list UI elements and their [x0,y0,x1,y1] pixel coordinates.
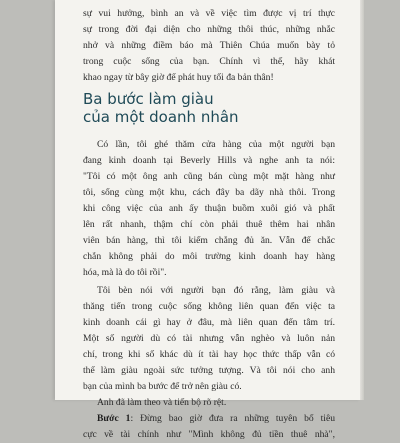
para2-line-1: Tôi bèn nói với người bạn đó rằng, làm giàu và [97,285,335,296]
step1-line-1-text: : Đừng bao giờ đưa ra những tuyên bố tiêu [130,413,336,424]
para1-line-6: lên rất nhanh, thậm chí còn phải thuê thêm hai nhân [83,219,335,230]
intro-line-3: nhở và những điềm báo mà Thiên Chúa muốn bày tỏ [83,40,335,51]
para2-line-2: thăng tiến trong cuộc sống không liên quan đến việc ta [83,301,335,312]
para1-line-4: tôi, sống cùng một khu, cách đây ba dãy nhà thôi. Trong [83,187,335,198]
para1-line-8: chắn không phải do môi trường kinh doanh hay hàng [83,251,335,262]
para2-line-4: Một số người dù có tài nhưng vẫn nghèo và luôn nản [83,333,335,344]
para2-line-7: bạn của mình ba bước để trở nên giàu có. [83,381,242,392]
para2-line-3: kinh doanh cái gì hay ở đâu, mà liên quan đến tâm trí. [83,317,335,328]
para1-line-2: đang kinh doanh tại Beverly Hills và nghe anh ta nói: [83,155,335,166]
step1-label: Bước 1 [97,413,131,424]
paragraph-1 [83,137,335,281]
section-heading [83,90,335,126]
page-edge [360,0,364,400]
heading-line-2: của một doanh nhân [83,108,239,126]
para3-line-1: Anh đã làm theo và tiến bộ rõ rệt. [97,397,227,408]
para1-line-5: khi công việc của anh ấy thuận buồm xuôi gió và phất [83,203,335,214]
heading-line-1: Ba bước làm giàu [83,90,214,108]
para1-line-1: Có lần, tôi ghé thăm cửa hàng của một người bạn [97,139,335,150]
para2-line-6: thể làm giàu ngoài sức tưởng tượng. Và tôi nói cho anh [83,365,335,376]
step1-line-1 [83,411,335,427]
para1-line-9: hóa, mà là do tôi rồi". [83,267,167,278]
intro-line-1: sự vui hưởng, bình an và về việc tìm được vị trí thực [83,8,335,19]
paragraph-3 [83,395,335,411]
paragraph-2 [83,283,335,395]
para1-line-7: viên bán hàng, thì tôi kiếm chẳng đủ ăn. Vẫn để chắc [83,235,335,246]
para1-line-3: "Tôi có một ông anh cũng bán cùng một mặt hàng như [83,171,335,182]
intro-paragraph [83,6,335,86]
step1-line-2: cực về tài chính như "Mình không đủ tiền thuê nhà", [83,429,335,440]
intro-line-2: sự trong đời đại diện cho những thôi thúc, những nhắc [83,24,335,35]
intro-line-5: khao ngay từ bây giờ để phát huy tối đa bản thân! [83,72,274,83]
step-1-paragraph [83,411,335,443]
intro-line-4: trong cuộc sống của bạn. Chính vì thế, hãy khát [83,56,335,67]
para2-line-5: chí, trong khi số khác dù ít tài hay học thức thấp vẫn có [83,349,335,360]
book-page [55,0,360,440]
